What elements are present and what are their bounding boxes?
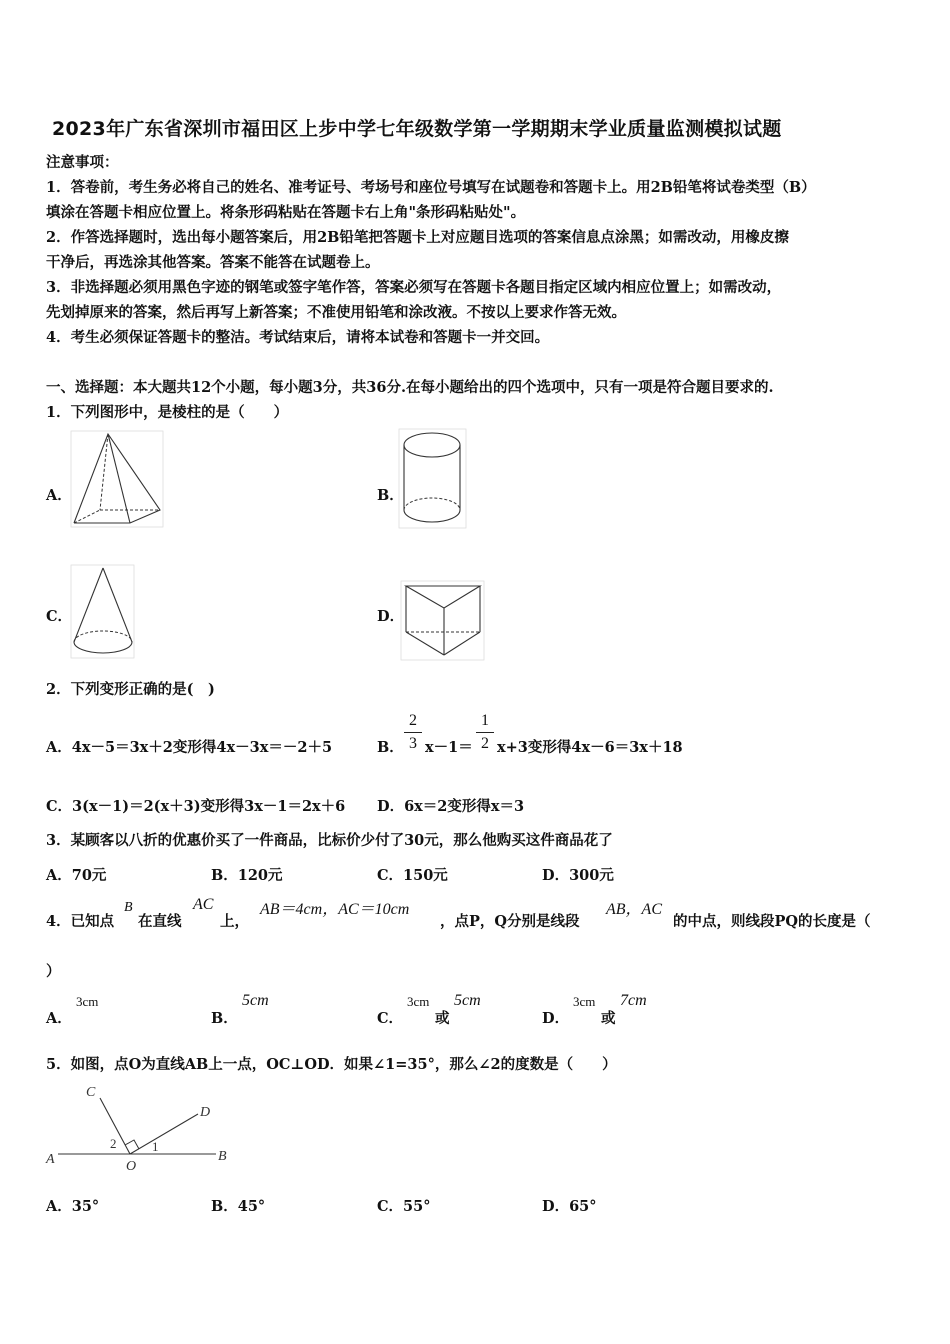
- fraction-denominator: 3: [409, 735, 417, 752]
- fraction-numerator: 1: [481, 712, 489, 729]
- q4-lengths: AB＝4cm，AC＝10cm: [260, 901, 410, 918]
- fraction-numerator: 2: [409, 712, 417, 729]
- triangular-prism-figure: [400, 580, 486, 662]
- q4-option-a-value: 3cm: [76, 994, 99, 1009]
- notice-line: 3．非选择题必须用黑色字迹的钢笔或签字笔作答，答案必须写在答题卡各题目指定区域内相应位置上；如需改动，: [46, 279, 782, 296]
- q4-option-c-or: 或: [435, 1010, 450, 1027]
- q4-option-a-label: A．: [46, 1010, 72, 1027]
- label-c: C: [86, 1085, 96, 1100]
- question-5-stem: 5．如图，点O为直线AB上一点，OC⊥OD．如果∠1=35°，那么∠2的度数是（ ）: [46, 1056, 617, 1073]
- notice-line: 1．答卷前，考生务必将自己的姓名、准考证号、考场号和座位号填写在试题卷和答题卡上。用2B铅笔将试卷类型（B）: [46, 179, 816, 196]
- q4-option-c-value2: 5cm: [454, 992, 481, 1009]
- q4-option-d-value1: 3cm: [573, 994, 596, 1009]
- fraction-one-half: [476, 712, 494, 753]
- q3-option-b: B．120元: [211, 867, 283, 884]
- section-heading: 一、选择题：本大题共12个小题，每小题3分，共36分.在每小题给出的四个选项中，只有一项是符合题目要求的.: [46, 379, 774, 396]
- q4-stem-part1: 4．已知点: [46, 913, 115, 930]
- cone-figure: [70, 564, 136, 660]
- q4-stem-part5: 的中点，则线段PQ的长度是（: [673, 913, 871, 930]
- label-angle-1: 1: [152, 1139, 159, 1154]
- q5-option-d: D．65°: [542, 1198, 597, 1215]
- cylinder-figure: [398, 428, 468, 530]
- fraction-denominator: 2: [481, 735, 489, 752]
- page-title: 2023年广东省深圳市福田区上步中学七年级数学第一学期期末学业质量监测模拟试题: [52, 118, 782, 140]
- q4-option-d-value2: 7cm: [620, 992, 647, 1009]
- q2-option-d: D．6x＝2变形得x＝3: [377, 798, 525, 815]
- q4-stem-part3: 上，: [220, 913, 249, 930]
- notice-line: 填涂在答题卡相应位置上。将条形码粘贴在答题卡右上角"条形码粘贴处"。: [46, 204, 526, 221]
- notice-line: 干净后，再选涂其他答案。答案不能答在试题卷上。: [46, 254, 380, 271]
- fraction-two-thirds: [404, 712, 422, 753]
- q4-stem-part6: ）: [46, 963, 61, 980]
- q3-option-d: D．300元: [542, 867, 614, 884]
- q1-option-c-label: C．: [46, 608, 73, 625]
- label-o: O: [126, 1159, 137, 1174]
- q5-option-c: C．55°: [377, 1198, 431, 1215]
- pyramid-figure: [70, 430, 165, 530]
- q3-option-a: A．70元: [46, 867, 107, 884]
- q5-option-b: B．45°: [211, 1198, 266, 1215]
- label-d: D: [200, 1105, 211, 1120]
- q4-option-b-label: B．: [211, 1010, 238, 1027]
- q2-option-b-label: B．: [377, 739, 404, 756]
- label-b: B: [218, 1149, 227, 1164]
- notice-line: 4．考生必须保证答题卡的整洁。考试结束后，请将本试卷和答题卡一并交回。: [46, 329, 550, 346]
- q2-option-c: C．3(x－1)＝2(x＋3)变形得3x－1＝2x＋6: [46, 798, 346, 815]
- q5-option-a: A．35°: [46, 1198, 100, 1215]
- notice-heading: 注意事项：: [46, 154, 119, 171]
- q2-option-b-tail: x+3变形得4x－6＝3x＋18: [497, 739, 683, 756]
- question-1-stem: 1．下列图形中，是棱柱的是（ ）: [46, 404, 289, 421]
- q4-option-c-value1: 3cm: [407, 994, 430, 1009]
- q1-option-d-label: D．: [377, 608, 405, 625]
- q4-segments: AB，AC: [606, 901, 662, 918]
- q4-stem-part4: ，点P，Q分别是线段: [440, 913, 580, 930]
- q4-point-b: B: [124, 900, 133, 915]
- label-a: A: [46, 1152, 55, 1167]
- angle-figure: [44, 1078, 240, 1174]
- q2-option-b-middle: x－1＝: [425, 739, 473, 756]
- q4-option-c-label: C．: [377, 1010, 404, 1027]
- q1-option-a-label: A．: [46, 487, 72, 504]
- q3-option-c: C．150元: [377, 867, 448, 884]
- question-2-stem: 2．下列变形正确的是( ): [46, 681, 215, 698]
- q2-option-a: A．4x－5＝3x＋2变形得4x－3x＝－2＋5: [46, 739, 333, 756]
- q4-option-b-value: 5cm: [242, 992, 269, 1009]
- q4-option-d-label: D．: [542, 1010, 570, 1027]
- question-3-stem: 3．某顾客以八折的优惠价买了一件商品，比标价少付了30元，那么他购买这件商品花了: [46, 832, 613, 849]
- q4-line-ac: AC: [193, 896, 214, 913]
- q4-option-d-or: 或: [601, 1010, 616, 1027]
- notice-line: 先划掉原来的答案，然后再写上新答案；不准使用铅笔和涂改液。不按以上要求作答无效。: [46, 304, 626, 321]
- q1-option-b-label: B．: [377, 487, 404, 504]
- label-angle-2: 2: [110, 1136, 117, 1151]
- notice-line: 2．作答选择题时，选出每小题答案后，用2B铅笔把答题卡上对应题目选项的答案信息点涂黑；如需改动，用橡皮擦: [46, 229, 789, 246]
- q4-stem-part2: 在直线: [138, 913, 182, 930]
